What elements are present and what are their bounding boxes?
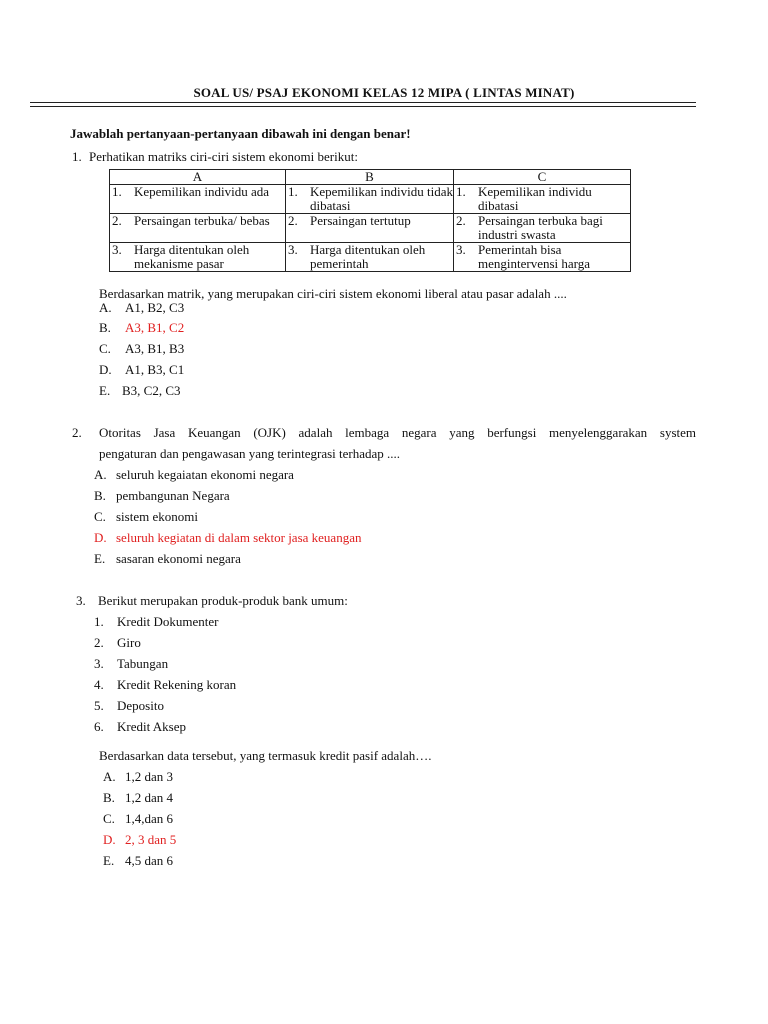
cell-num: 2.: [112, 213, 122, 228]
q3-item-num: 1.: [94, 614, 104, 629]
q2-text-line2: pengaturan dan pengawasan yang terintegrasi terhadap ....: [99, 446, 401, 461]
matrix-cell: [454, 185, 631, 214]
cell-text: Kepemilikan individu tidak dibatasi: [310, 184, 453, 213]
q1-option-c-text: A3, B1, B3: [125, 341, 185, 356]
q3-item-num: 6.: [94, 719, 104, 734]
matrix-cell: [286, 243, 454, 272]
cell-text: Harga ditentukan oleh mekanisme pasar: [134, 242, 250, 271]
instruction: Jawablah pertanyaan-pertanyaan dibawah ini dengan benar!: [70, 126, 411, 141]
q3-option-d-letter-correct: D.: [103, 832, 116, 847]
q1-matrix-table: [109, 169, 631, 272]
q3-item-text: Kredit Rekening koran: [117, 677, 237, 692]
q3-option-a-text: 1,2 dan 3: [125, 769, 174, 784]
matrix-row: [110, 214, 631, 243]
cell-text: Kepemilikan individu dibatasi: [478, 184, 592, 213]
cell-text: Harga ditentukan oleh pemerintah: [310, 242, 426, 271]
matrix-header-c: C: [454, 170, 631, 185]
cell-num: 1.: [112, 184, 122, 199]
q2-number: 2.: [72, 425, 82, 440]
cell-num: 1.: [288, 184, 298, 199]
q3-text: Berikut merupakan produk-produk bank umum:: [98, 593, 348, 608]
q3-option-a-letter: A.: [103, 769, 116, 784]
q2-option-b-text: pembangunan Negara: [116, 488, 230, 503]
q3-item-num: 3.: [94, 656, 104, 671]
q3-option-b-text: 1,2 dan 4: [125, 790, 174, 805]
page-title: SOAL US/ PSAJ EKONOMI KELAS 12 MIPA ( LINTAS MINAT): [193, 85, 575, 100]
q3-item-num: 5.: [94, 698, 104, 713]
cell-text: Persaingan terbuka/ bebas: [134, 213, 270, 228]
cell-num: 3.: [456, 242, 466, 257]
matrix-cell: [454, 214, 631, 243]
matrix-cell: [286, 185, 454, 214]
matrix-header-b: B: [286, 170, 454, 185]
q1-text: Perhatikan matriks ciri-ciri sistem ekonomi berikut:: [89, 149, 358, 164]
q2-option-a-letter: A.: [94, 467, 107, 482]
q2-option-b-letter: B.: [94, 488, 106, 503]
q1-option-a-letter: A.: [99, 300, 112, 315]
matrix-header-a: A: [110, 170, 286, 185]
matrix-cell: [110, 214, 286, 243]
q1-option-d-text: A1, B3, C1: [125, 362, 185, 377]
q2-option-d-text-correct: seluruh kegiatan di dalam sektor jasa keuangan: [116, 530, 362, 545]
cell-text: Persaingan terbuka bagi industri swasta: [478, 213, 603, 242]
q2-text-line1: Otoritas Jasa Keuangan (OJK) adalah lembaga negara yang berfungsi menyelenggarakan system: [99, 425, 696, 440]
matrix-cell: [454, 243, 631, 272]
q2-option-a-text: seluruh kegaiatan ekonomi negara: [116, 467, 294, 482]
q3-prompt: Berdasarkan data tersebut, yang termasuk kredit pasif adalah….: [99, 748, 432, 763]
cell-num: 1.: [456, 184, 466, 199]
q3-item-text: Giro: [117, 635, 141, 650]
cell-num: 3.: [112, 242, 122, 257]
q1-option-e-letter: E.: [99, 383, 111, 398]
q3-option-c-text: 1,4,dan 6: [125, 811, 174, 826]
q3-option-e-text: 4,5 dan 6: [125, 853, 174, 868]
matrix-cell: [110, 185, 286, 214]
q3-item-text: Kredit Dokumenter: [117, 614, 219, 629]
matrix-cell: [286, 214, 454, 243]
q1-prompt: Berdasarkan matrik, yang merupakan ciri-ciri sistem ekonomi liberal atau pasar adalah ....: [99, 286, 567, 301]
q3-item-num: 4.: [94, 677, 104, 692]
q2-option-d-letter-correct: D.: [94, 530, 107, 545]
cell-num: 2.: [288, 213, 298, 228]
q2-option-e-letter: E.: [94, 551, 106, 566]
q3-option-b-letter: B.: [103, 790, 115, 805]
q2-option-e-text: sasaran ekonomi negara: [116, 551, 241, 566]
q2-option-c-letter: C.: [94, 509, 106, 524]
q2-option-c-text: sistem ekonomi: [116, 509, 198, 524]
cell-text: Persaingan tertutup: [310, 213, 411, 228]
matrix-cell: [110, 243, 286, 272]
cell-text: Pemerintah bisa mengintervensi harga: [478, 242, 591, 271]
q3-option-d-text-correct: 2, 3 dan 5: [125, 832, 177, 847]
q3-item-text: Tabungan: [117, 656, 169, 671]
q1-option-d-letter: D.: [99, 362, 112, 377]
cell-num: 2.: [456, 213, 466, 228]
title-rule-thin: [30, 106, 696, 107]
matrix-row: [110, 185, 631, 214]
q1-option-e-text: B3, C2, C3: [122, 383, 181, 398]
cell-num: 3.: [288, 242, 298, 257]
q3-option-c-letter: C.: [103, 811, 115, 826]
q3-item-text: Kredit Aksep: [117, 719, 186, 734]
q1-option-b-letter: B.: [99, 320, 111, 335]
q1-option-c-letter: C.: [99, 341, 111, 356]
q3-number: 3.: [76, 593, 86, 608]
q3-item-num: 2.: [94, 635, 104, 650]
matrix-row: [110, 243, 631, 272]
q1-option-a-text: A1, B2, C3: [125, 300, 185, 315]
q3-item-text: Deposito: [117, 698, 164, 713]
title-rule-thick: [30, 102, 696, 103]
q3-option-e-letter: E.: [103, 853, 115, 868]
q1-number: 1.: [72, 149, 82, 164]
cell-text: Kepemilikan individu ada: [134, 184, 270, 199]
matrix-header-row: [110, 170, 631, 185]
q1-option-b-text-correct: A3, B1, C2: [125, 320, 185, 335]
